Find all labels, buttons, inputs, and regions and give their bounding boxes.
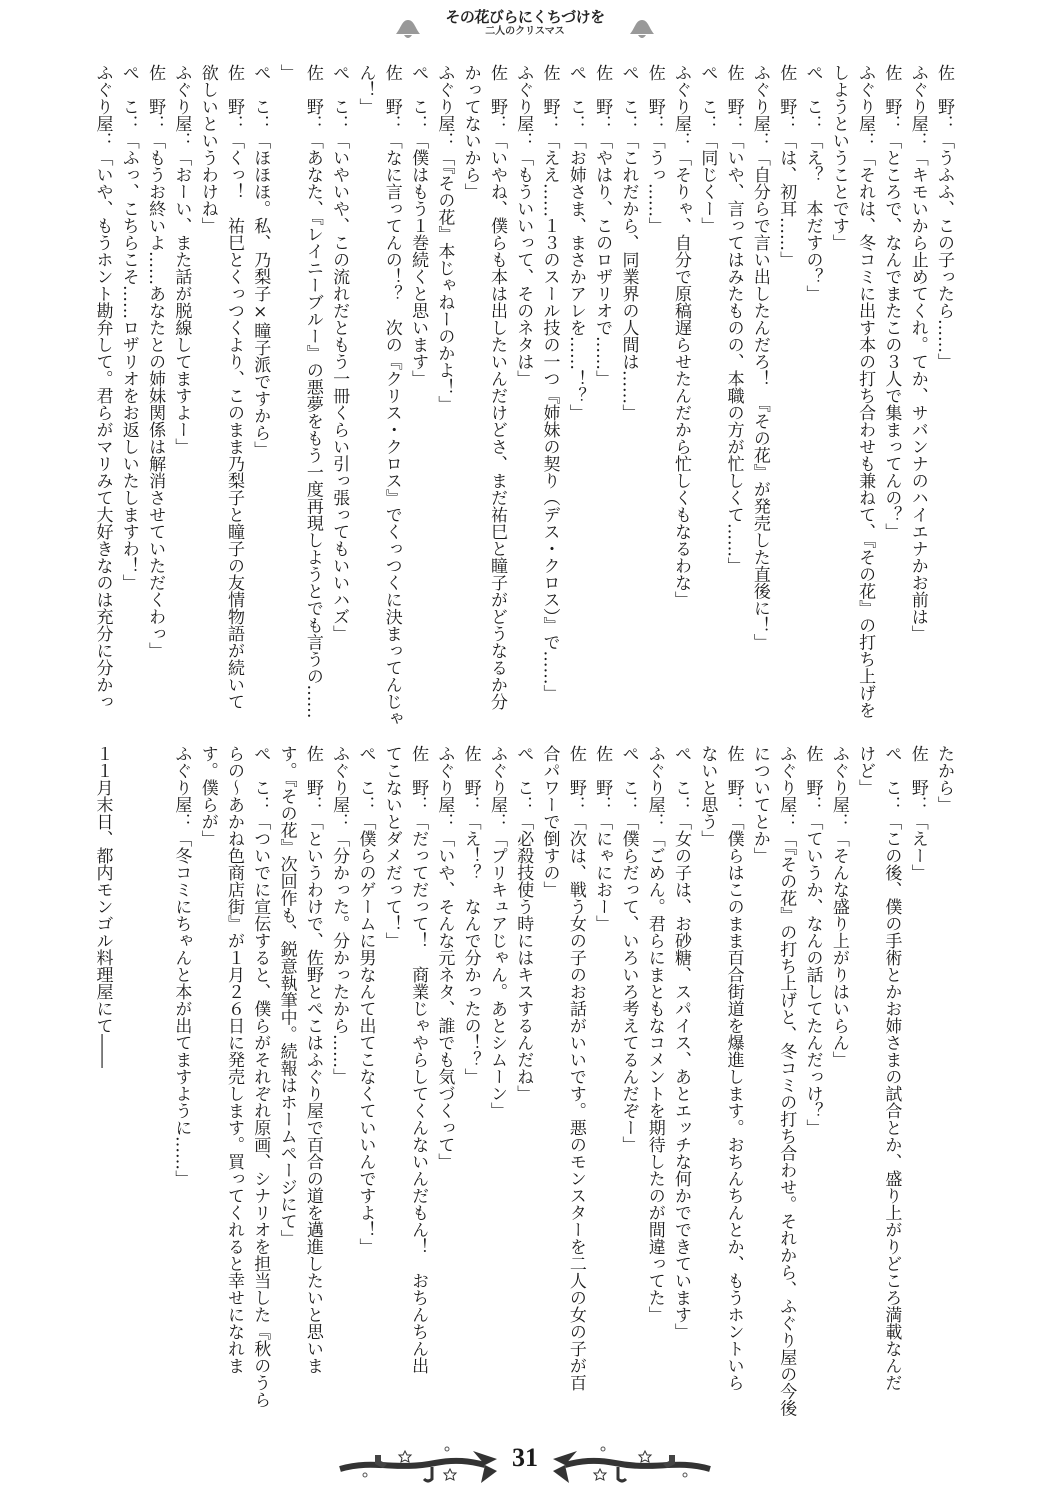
dialogue-line: ふぐり屋：「おーい、また話が脱線してますよー」 [171, 64, 192, 455]
dialogue-line: ぺ こ：「同じくー」 [697, 64, 718, 234]
dialogue-line: 佐 野：「ていうか、なんの話してたんだっけ？」 [802, 745, 823, 1136]
dialogue-line: ふぐり屋：「『その花』本じゃねーのかよ！」 [434, 64, 455, 413]
dialogue-line: 」 [276, 64, 297, 81]
dialogue-line: 佐 野：「くっ！ 祐巳とくっつくより、このまま乃梨子と瞳子の友情物語が続いて [223, 64, 244, 710]
dialogue-line [142, 745, 168, 1425]
dialogue-line: ん！」 [355, 64, 376, 115]
dialogue-line: ぺ こ：「僕はもう１巻続くと思います」 [408, 64, 429, 387]
dialogue-line: しようということです」 [828, 64, 849, 251]
dialogue-line: 佐 野：「というわけで、佐野とぺこはふぐり屋で百合の道を邁進したいと思いま [302, 745, 323, 1374]
running-header [415, 8, 635, 48]
dialogue-line: らの～あかね色商店街』が１月２６日に発売します。買ってくれると幸せになれま [223, 745, 244, 1374]
dialogue-line: 佐 野：「いや、言ってはみたものの、本職の方が忙しくて……」 [723, 64, 744, 574]
dialogue-line: 佐 野：「ええ……１３のスール技の一つ『姉妹の契り（デス・クロス）』で……」 [539, 64, 560, 702]
dialogue-line: 佐 野：「うふふ、この子ったら……」 [934, 64, 954, 370]
dialogue-line: 佐 野：「なに言ってんの！？ 次の『クリス・クロス』でくっつくに決まってんじゃ [381, 64, 402, 727]
page-footer [0, 1435, 1050, 1495]
dialogue-line: 佐 野：「僕らはこのまま百合街道を爆進します。おちんちんとか、もうホントいら [723, 745, 744, 1391]
dialogue-line: 佐 野：「だってだって！ 商業じゃやらしてくんないんだもん！ おちんちん出 [408, 745, 429, 1374]
dialogue-line: 合パワーで倒すの」 [539, 745, 560, 898]
dialogue-line: 佐 野：「次は、戦う女の子のお話がいいです。悪のモンスターを二人の女の子が百 [565, 745, 586, 1391]
dialogue-line: 佐 野：「え！？ なんで分かったの！？」 [460, 745, 481, 1085]
dialogue-line: ふぐり屋：「冬コミにちゃんと本が出てますように……」 [171, 745, 192, 1187]
dialogue-line: ぺ こ：「僕らだって、いろいろ考えてるんだぞー」 [618, 745, 639, 1153]
dialogue-block-lower [87, 745, 957, 1425]
dialogue-line: 佐 野：「あなた、『レイニーブルー』の悪夢をもう一度再現しようとでも言うの…… [302, 64, 323, 719]
book-subtitle: 二人のクリスマス [485, 26, 565, 37]
book-title: その花びらにくちづけを [445, 8, 605, 26]
dialogue-block-upper [87, 64, 957, 736]
dialogue-line: ふぐり屋：「キモいから止めてくれ。てか、サバンナのハイエナかお前は」 [907, 64, 928, 642]
dialogue-line: ふぐり屋：「いや、そんな元ネタ、誰でも気づくって」 [434, 745, 455, 1170]
dialogue-line: す。僕らが」 [197, 745, 218, 847]
dialogue-line: ふぐり屋：「ごめん。君らにまともなコメントを期待したのが間違ってた」 [644, 745, 665, 1323]
dialogue-line: 佐 野：「うっ……」 [644, 64, 665, 234]
dialogue-line: ぺ こ：「女の子は、お砂糖、スパイス、あとエッチな何かでできています」 [671, 745, 692, 1340]
dialogue-line: ぺ こ：「お姉さま、まさかアレを……！？」 [565, 64, 586, 421]
dialogue-line: ぺ こ：「え？ 本だすの？」 [802, 64, 823, 302]
page-number: 31 [512, 1443, 538, 1472]
dialogue-line: てこないとダメだって！」 [381, 745, 402, 949]
dialogue-line: 佐 野：「いやね、僕らも本は出したいんだけどさ、まだ祐巳と瞳子がどうなるか分 [486, 64, 507, 710]
dialogue-line: 佐 野：「えー」 [907, 745, 928, 881]
dialogue-line: ぺ こ：「ついでに宣伝すると、僕らがそれぞれ原画、シナリオを担当した『秋のうら [250, 745, 271, 1408]
dialogue-line: 欲しいというわけね」 [197, 64, 218, 234]
dialogue-line: ふぐり屋：「『その花』の打ち上げと、冬コミの打ち合わせ。それから、ふぐり屋の今後 [776, 745, 797, 1417]
dialogue-line: す。『その花』次回作も、鋭意執筆中。続報はホームページにて」 [276, 745, 297, 1247]
bell-icon [393, 18, 423, 42]
dialogue-line: ふぐり屋：「いや、もうホント勘弁して。君らがマリみて大好きなのは充分に分かっ [92, 64, 113, 710]
dialogue-line: ぺ こ：「ふっ、こちらこそ……ロザリオをお返しいたしますわ！」 [118, 64, 139, 591]
dialogue-line: ふぐり屋：「分かった。分かったから……」 [329, 745, 350, 1085]
dialogue-line [116, 745, 142, 1425]
dialogue-line: けど」 [855, 745, 876, 796]
dialogue-line: 佐 野：「は、初耳……」 [776, 64, 797, 268]
dialogue-line: についてとか」 [749, 745, 770, 864]
dialogue-line: 佐 野：「もうお終いよ……あなたとの姉妹関係は解消させていただくわっ」 [145, 64, 166, 659]
dialogue-line: ぺ こ：「いやいや、この流れだともう一冊くらい引っ張ってもいいハズ」 [329, 64, 350, 642]
dialogue-line: １１月末日、都内モンゴル料理屋にて―― [92, 745, 113, 1068]
dialogue-line: 佐 野：「やはり、このロザリオで……」 [592, 64, 613, 387]
dialogue-line: ぺ こ：「これだから、同業界の人間は……」 [618, 64, 639, 421]
dialogue-line: ふぐり屋：「それは、冬コミに出す本の打ち合わせも兼ねて、『その花』の打ち上げを [855, 64, 876, 719]
dialogue-line: 佐 野：「ところで、なんでまたこの３人で集まってんの？」 [881, 64, 902, 540]
dialogue-line: 佐 野：「にゃにおー」 [592, 745, 613, 932]
dialogue-line: たから」 [934, 745, 954, 813]
dialogue-line: ふぐり屋：「もういいって、そのネタは」 [513, 64, 534, 387]
dialogue-line: ふぐり屋：「プリキュアじゃん。あとシムーン」 [486, 745, 507, 1119]
ribbon-ornament-icon [335, 1441, 505, 1485]
dialogue-line: ふぐり屋：「自分らで言い出したんだろ！ 『その花』が発売した直後に！」 [749, 64, 770, 651]
dialogue-line: ないと思う」 [697, 745, 718, 847]
dialogue-line: ぺ こ：「ほほほ。私、乃梨子×瞳子派ですから」 [250, 64, 271, 458]
bell-icon [627, 18, 657, 42]
ribbon-ornament-icon [545, 1441, 715, 1485]
dialogue-line: ぺ こ：「僕らのゲームに男なんて出てこなくていいんですよ！」 [355, 745, 376, 1255]
dialogue-line: ぺ こ：「必殺技使う時にはキスするんだね」 [513, 745, 534, 1102]
dialogue-line: ふぐり屋：「そんな盛り上がりはいらん」 [828, 745, 849, 1068]
dialogue-line: かってないから」 [460, 64, 481, 200]
dialogue-line: ぺ こ：「この後、僕の手術とかお姉さまの試合とか、盛り上がりどころ満載なんだ [881, 745, 902, 1391]
dialogue-line: ふぐり屋：「そりゃ、自分で原稿遅らせたんだから忙しくもなるわな」 [671, 64, 692, 608]
